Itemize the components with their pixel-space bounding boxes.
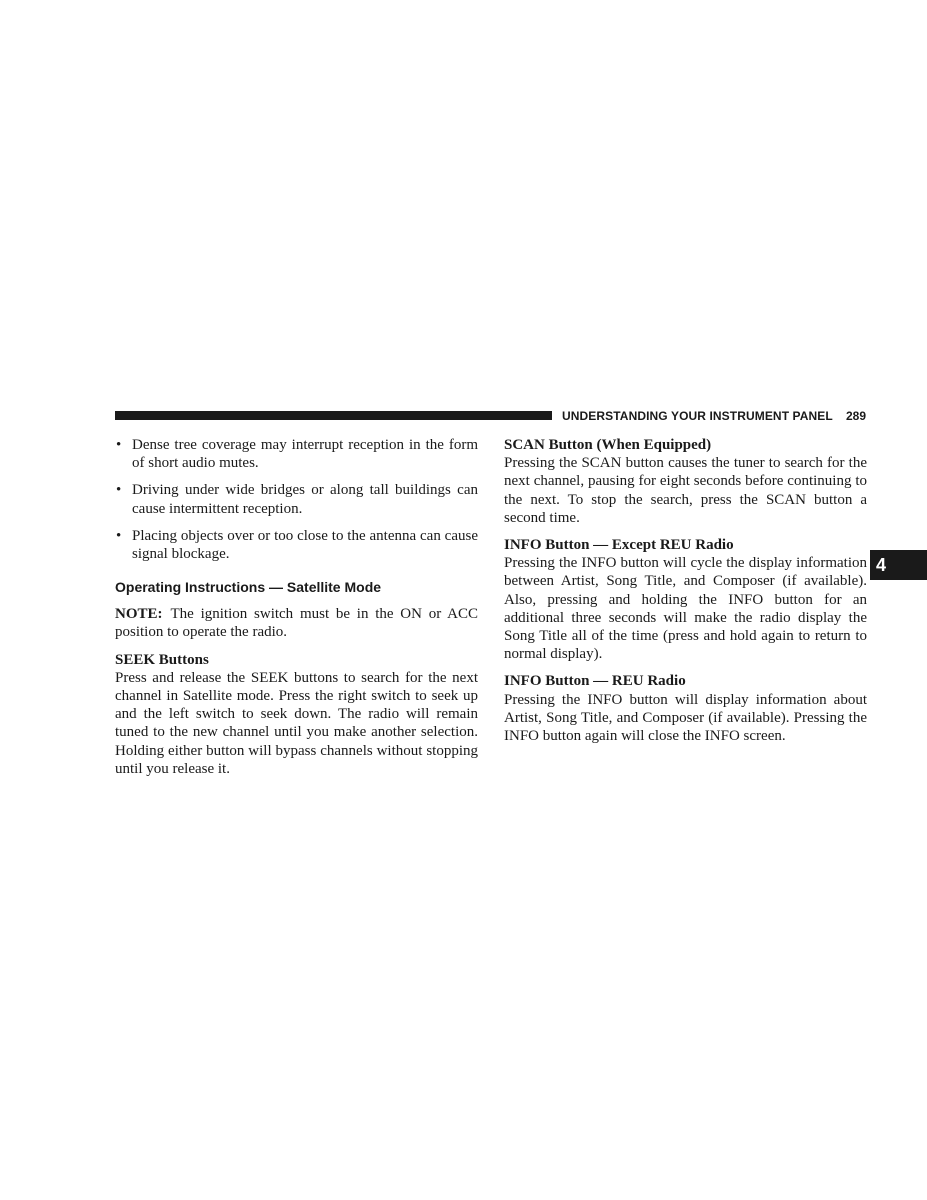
note-text: The ignition switch must be in the ON or ACC position to operate the radio. — [115, 606, 478, 641]
right-column — [504, 436, 867, 754]
info-button-except-reu-heading: INFO Button — Except REU Radio — [504, 537, 734, 554]
note-paragraph — [115, 605, 478, 641]
note-label: NOTE: — [115, 606, 163, 623]
left-column — [115, 436, 478, 787]
chapter-tab: 4 — [870, 550, 927, 580]
seek-buttons-text: Press and release the SEEK buttons to search for the next channel in Satellite mode. Press the right switch to seek up and the left switch to seek down. The radio will remain tuned to the new channel until you make another selection. Holding either button will bypass channels without stopping until you release it. — [115, 669, 478, 777]
running-header-title: UNDERSTANDING YOUR INSTRUMENT PANEL — [562, 409, 833, 423]
bullet-text: Dense tree coverage may interrupt reception in the form of short audio mutes. — [132, 437, 478, 472]
list-item — [115, 481, 478, 517]
bullet-text: Driving under wide bridges or along tall buildings can cause intermittent reception. — [132, 482, 478, 517]
bullet-icon: • — [116, 437, 122, 453]
page-number: 289 — [846, 409, 867, 423]
header-rule — [115, 411, 552, 420]
scan-button-heading: SCAN Button (When Equipped) — [504, 437, 712, 453]
info-button-reu-text: Pressing the INFO button will display information about Artist, Song Title, and Composer (if available). Pressing the INFO button again will close the INFO screen. — [504, 691, 867, 745]
info-button-except-reu-text: Pressing the INFO button will cycle the display information between Artist, Song Title, and Composer (if available). Also, pressing and holding the INFO button for an additional three seconds will make the radio display the Song Title all of the time (press and hold again to return to normal display). — [504, 555, 867, 663]
info-button-reu-heading: INFO Button — REU Radio — [504, 673, 686, 690]
bullet-icon: • — [116, 482, 122, 499]
seek-buttons-heading: SEEK Buttons — [115, 651, 209, 668]
bullet-icon: • — [116, 527, 122, 544]
list-item — [115, 436, 478, 472]
list-item — [115, 527, 478, 563]
section-heading: Operating Instructions — Satellite Mode — [115, 579, 382, 596]
scan-button-text: Pressing the SCAN button causes the tuner to search for the next channel, pausing for eight seconds before continuing to the next. To stop the search, press the SCAN button a second time. — [504, 455, 867, 526]
bullet-list — [115, 436, 478, 563]
bullet-text: Placing objects over or too close to the antenna can cause signal blockage. — [132, 527, 478, 563]
